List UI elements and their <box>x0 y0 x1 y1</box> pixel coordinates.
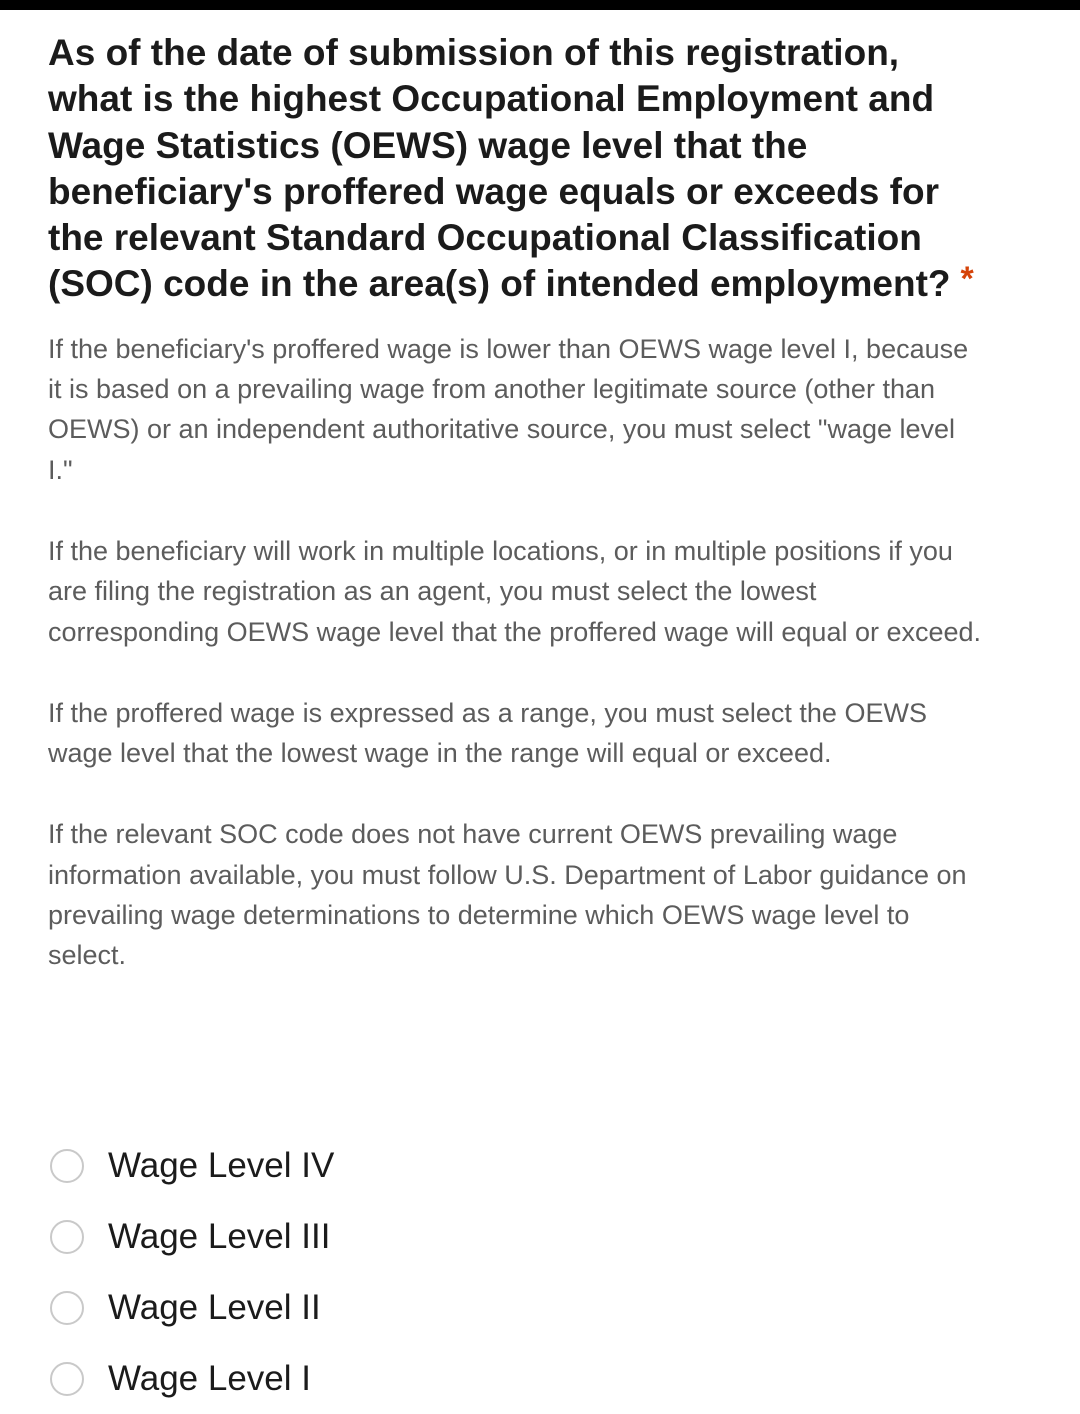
radio-button[interactable] <box>50 1362 84 1396</box>
radio-option-label[interactable]: Wage Level III <box>108 1216 331 1256</box>
radio-option-wage-level-i[interactable] <box>48 1343 334 1414</box>
question-heading <box>48 30 988 309</box>
radio-button[interactable] <box>50 1149 84 1183</box>
hint-list <box>48 329 988 976</box>
radio-option-label[interactable]: Wage Level I <box>108 1358 311 1398</box>
hint-text: If the relevant SOC code does not have current OEWS prevailing wage information available, you must follow U.S. Department of Labor guidance on prevailing wage determinations to determine which OEWS wage level to select. <box>48 819 967 971</box>
hint-text: If the proffered wage is expressed as a range, you must select the OEWS wage level that the lowest wage in the range will equal or exceed. <box>48 697 927 769</box>
radio-button[interactable] <box>50 1291 84 1325</box>
wage-level-radio-group <box>48 1130 334 1414</box>
radio-option-wage-level-iii[interactable] <box>48 1201 334 1272</box>
radio-option-label[interactable]: Wage Level IV <box>108 1145 335 1185</box>
radio-option-wage-level-ii[interactable] <box>48 1272 334 1343</box>
hint-text: If the beneficiary will work in multiple locations, or in multiple positions if you are filing the registration as an agent, you must select the lowest corresponding OEWS wage level that the proffered wage will equal or exceed. <box>48 535 982 647</box>
radio-button[interactable] <box>50 1220 84 1254</box>
radio-option-wage-level-iv[interactable] <box>48 1130 334 1201</box>
top-status-bar <box>0 0 1080 10</box>
required-marker: * <box>960 260 974 299</box>
question-block <box>48 30 988 1017</box>
hint-text: If the beneficiary's proffered wage is lower than OEWS wage level I, because it is based on a prevailing wage from another legitimate source (other than OEWS) or an independent authoritative source, you must select "wage level I." <box>48 333 969 485</box>
radio-option-label[interactable]: Wage Level II <box>108 1287 321 1327</box>
question-text: As of the date of submission of this registration, what is the highest Occupational Employment and Wage Statistics (OEWS) wage level that the beneficiary's proffered wage equals or exceeds for the relevant Standard Occupational Classification (SOC) code in the area(s) of intended employment? <box>48 32 951 305</box>
